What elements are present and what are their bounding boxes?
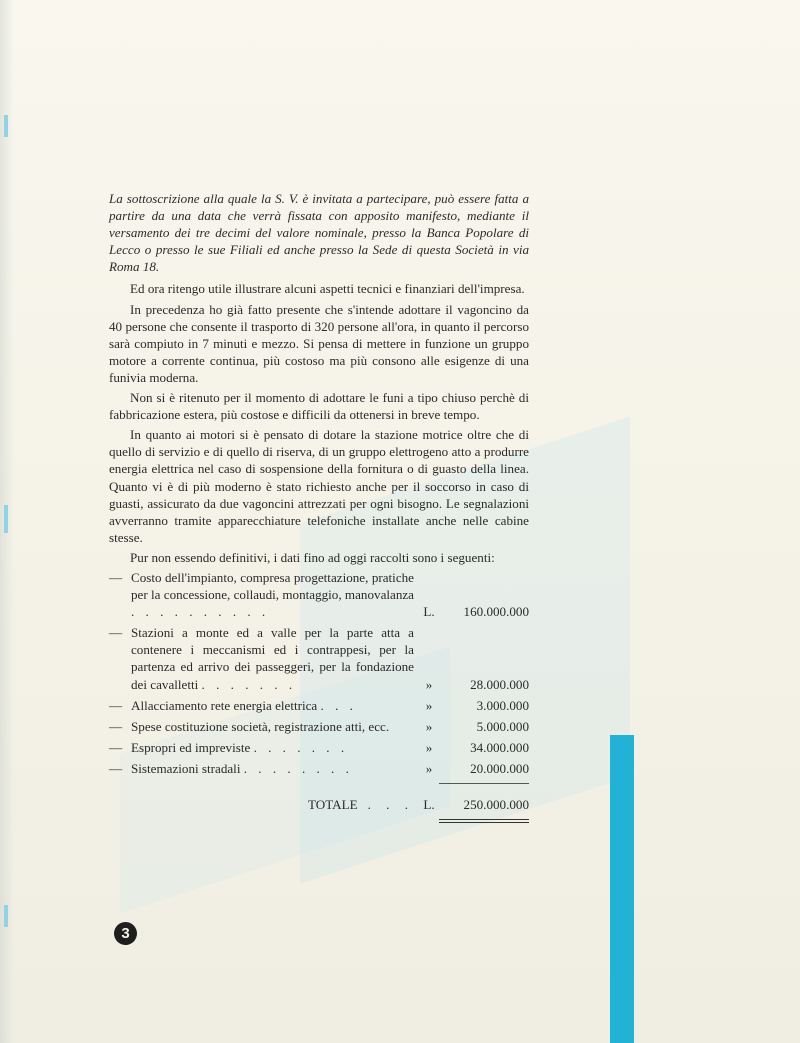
page-number-badge: 3: [114, 922, 137, 945]
paragraph: Ed ora ritengo utile illustrare alcuni aspetti tecnici e finanziari dell'impresa.: [130, 281, 525, 297]
paragraph: Non si è ritenuto per il momento di adottare le funi a tipo chiuso perchè di fabbricazione estera, più costose e difficili da ottenersi in breve tempo.: [109, 390, 529, 423]
leader-dots: . . . . . . .: [201, 676, 297, 692]
paragraph: In quanto ai motori si è pensato di dotare la stazione motrice oltre che di quello di servizio e di quello di riserva, di un gruppo elettrogeno atto a produrre energia elettrica nel caso di sospensione della fornitura o di guasto della linea. Quanto vi è di più moderno è stato richiesto anche per il soccorso in caso di guasti, assicurato da due vagoncini attrezzati per ogni bisogno. Le segnalazioni avverranno tramite apparecchiature telefoniche installate anche nelle cabine stesse.: [109, 427, 529, 545]
cost-dash: —: [109, 625, 123, 641]
cost-amount: 28.000.000: [470, 676, 529, 692]
cost-amount: 160.000.000: [463, 604, 529, 620]
cost-dash: —: [109, 760, 123, 776]
paragraph: In precedenza ho già fatto presente che s'intende adottare il vagoncino da 40 persone che consente il trasporto di 320 persone all'ora, in quanto il percorso sarà compiuto in 7 minuti e mezzo. Si pensa di mettere in funzione un gruppo motore a corrente continua, più costoso ma più consono alle esigenze di una funivia moderna.: [109, 301, 529, 385]
document-body: [109, 190, 529, 823]
cost-row: [109, 624, 529, 692]
cost-row: [109, 718, 529, 735]
cost-text: Costo dell'impianto, compresa progettazione, pratiche per la concessione, collaudi, montaggio, manovalanza: [131, 569, 414, 603]
leader-dots: . . . . . . . .: [243, 760, 353, 776]
cost-description: [109, 760, 414, 777]
cost-description: [109, 718, 414, 735]
cost-row: [109, 697, 529, 714]
cost-text: Stazioni a monte ed a valle per la parte atta a contenere i meccanismi ed i contrappesi, per la partenza ed arrivo dei passeggeri, per la fondazione dei cavalletti: [131, 625, 414, 692]
cost-dash: —: [109, 697, 123, 713]
total-row: [109, 796, 529, 813]
cost-amount: 34.000.000: [470, 739, 529, 755]
paragraph: Pur non essendo definitivi, i dati fino ad oggi raccolti sono i seguenti:: [130, 549, 495, 565]
cost-description: [109, 697, 414, 714]
ditto-symbol: »: [425, 676, 433, 692]
cost-text: Sistemazioni stradali: [131, 760, 241, 776]
cost-dash: —: [109, 718, 123, 734]
ditto-symbol: »: [425, 697, 433, 713]
edge-mark: [4, 505, 8, 533]
currency-symbol: L.: [423, 797, 435, 812]
cost-description: [109, 739, 414, 756]
edge-mark: [4, 905, 8, 927]
cost-amount: 5.000.000: [476, 718, 529, 734]
leader-dots: . . .: [367, 797, 414, 812]
cost-dash: —: [109, 739, 123, 755]
cost-row: [109, 569, 529, 620]
total-label: TOTALE: [308, 797, 358, 812]
total-amount: 250.000.000: [463, 797, 529, 812]
accent-bar: [610, 735, 634, 1043]
cost-description: [109, 624, 414, 692]
cost-text: Spese costituzione società, registrazione atti, ecc.: [131, 718, 390, 734]
cost-text: Espropri ed impreviste: [131, 739, 251, 755]
cost-amount: 3.000.000: [476, 697, 529, 713]
ditto-symbol: »: [425, 739, 433, 755]
cost-table: [109, 569, 529, 823]
cost-text: Allacciamento rete energia elettrica: [131, 697, 318, 713]
edge-mark: [4, 115, 8, 137]
ditto-symbol: »: [425, 718, 433, 734]
cost-dash: —: [109, 569, 123, 585]
total-double-rule: [439, 819, 529, 823]
ditto-symbol: »: [425, 760, 433, 776]
sum-rule: [439, 783, 529, 784]
leader-dots: . . . . . . .: [253, 739, 349, 755]
intro-paragraph: La sottoscrizione alla quale la S. V. è invitata a partecipare, può essere fatta a partire da una data che verrà fissata con apposito manifesto, mediante il versamento dei tre decimi del valore nominale, presso la Banca Popolare di Lecco o presso le sue Filiali ed anche presso la Sede di questa Società in via Roma 18.: [109, 191, 529, 275]
currency-symbol: L.: [423, 604, 435, 620]
cost-description: [109, 569, 414, 620]
cost-row: [109, 739, 529, 756]
cost-row: [109, 760, 529, 777]
leader-dots: . . . . . . . . . .: [131, 604, 270, 620]
leader-dots: . . .: [320, 697, 357, 713]
cost-amount: 20.000.000: [470, 760, 529, 776]
